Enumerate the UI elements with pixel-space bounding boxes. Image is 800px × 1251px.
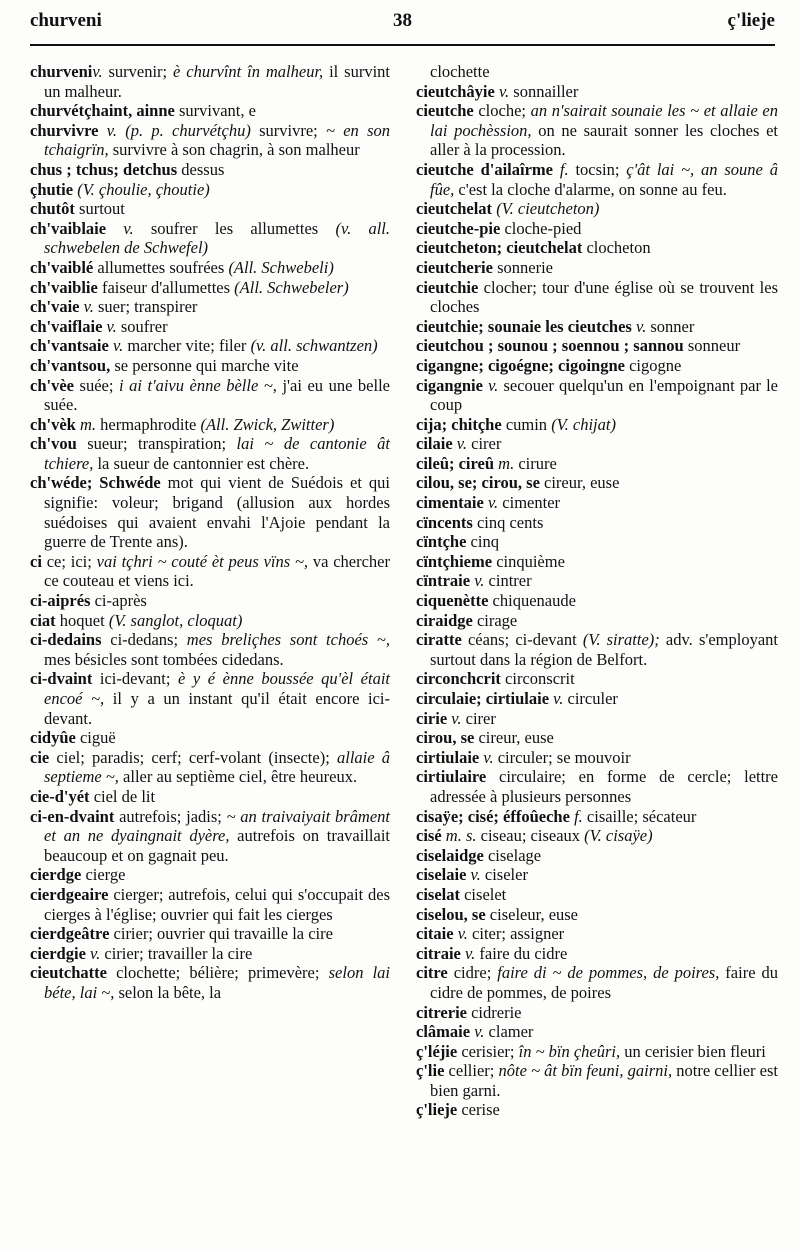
grammar-note: m. — [494, 453, 515, 473]
definition: suée; — [73, 375, 119, 395]
headword: cierdgie — [30, 943, 86, 963]
dictionary-entry — [30, 180, 390, 200]
dictionary-entry — [416, 1003, 778, 1023]
definition: sonnailler — [509, 81, 579, 101]
example-text: ç'ât lai ~, an soune â fûe, — [430, 159, 778, 199]
headword: ciselaidge — [416, 845, 484, 865]
definition: cidrerie — [466, 1002, 522, 1022]
dictionary-entry — [30, 865, 390, 885]
headword: cieutche-pie — [416, 218, 501, 238]
headword: citre — [416, 963, 448, 983]
definition: cidre; — [447, 963, 498, 983]
headword: churveni — [30, 62, 93, 81]
definition: ciel de lit — [89, 786, 156, 806]
dictionary-entry — [30, 199, 390, 219]
definition: cirure — [514, 453, 557, 473]
definition: cierger; autrefois, celui qui s'occupait des cierges à l'église; ouvrier qui fait les cierges — [44, 884, 390, 924]
headword: ciquenètte — [416, 591, 489, 611]
dictionary-entry — [416, 219, 778, 239]
dictionary-entry — [416, 944, 778, 964]
dictionary-entry — [416, 807, 778, 827]
definition: ciseler — [480, 865, 528, 885]
dictionary-entry — [416, 493, 778, 513]
example-text: faire di ~ de pommes, de poires, — [497, 963, 720, 983]
headword: ch'vou — [30, 434, 77, 454]
definition: sonner — [646, 316, 695, 336]
headword: cieutchie — [416, 277, 479, 297]
headword: cilou, se; cirou, se — [416, 473, 540, 493]
dictionary-entry — [30, 434, 390, 473]
grammar-note: v. — [85, 943, 101, 963]
headword: cie-d'yét — [30, 786, 90, 806]
example-text: vai tçhri ~ couté èt peus vïns ~, — [96, 551, 309, 571]
dictionary-entry — [416, 82, 778, 102]
dictionary-entry — [30, 669, 390, 728]
definition: ciseau; ciseaux — [476, 826, 585, 846]
translation: selon la bête, la — [114, 982, 222, 1002]
definition: ci-après — [90, 591, 147, 611]
dictionary-entry — [416, 160, 778, 199]
grammar-note: v. — [466, 865, 481, 885]
dictionary-entry — [416, 336, 778, 356]
definition: soufrer — [116, 316, 168, 336]
definition: sonnerie — [492, 257, 553, 277]
dictionary-entry — [416, 356, 778, 376]
dictionary-entry — [416, 552, 778, 572]
definition: clocheton — [582, 238, 651, 258]
headword: ch'vaiblaie — [30, 218, 107, 238]
headword: ch'vantsou, — [30, 355, 111, 375]
grammar-note: v. — [106, 218, 134, 238]
headword: cija; chitçhe — [416, 414, 502, 434]
translation: j'ai eu une belle suée. — [44, 375, 390, 415]
headword: citrerie — [416, 1002, 467, 1022]
translation: faire du cidre de pommes, de poires — [430, 963, 778, 1002]
definition: cireur, euse — [539, 473, 620, 493]
headword: citraie — [416, 943, 461, 963]
dictionary-entry — [416, 591, 778, 611]
dictionary-entry — [30, 160, 390, 180]
example-text: (V. cisaÿe) — [584, 826, 653, 846]
grammar-note: v. — [108, 336, 124, 356]
headword: ciselou, se — [416, 904, 486, 924]
dictionary-entry — [30, 924, 390, 944]
headword: cirtiulaire — [416, 767, 487, 787]
grammar-note: m. s. — [441, 826, 477, 846]
headword: cileû; cireû — [416, 453, 495, 473]
dictionary-entry — [30, 376, 390, 415]
headword: cisé — [416, 826, 442, 846]
headword: cïntçhieme — [416, 551, 493, 571]
example-text: è churvînt în malheur, — [173, 62, 324, 81]
example-text: i ai t'aivu ènne bèlle ~, — [118, 375, 277, 395]
headword: churvivre — [30, 120, 99, 140]
dictionary-entry — [30, 963, 390, 1002]
translation: c'est la cloche d'alarme, on sonne au feu. — [454, 179, 727, 199]
definition: cloche; — [473, 101, 531, 121]
definition: circulaire; en forme de cercle; lettre adressée à plusieurs personnes — [430, 767, 778, 806]
grammar-note: f. — [569, 806, 583, 826]
dictionary-entry — [416, 924, 778, 944]
header-rule — [30, 44, 775, 46]
headword: cieutchatte — [30, 963, 107, 983]
headword: ciselaie — [416, 865, 467, 885]
grammar-note: v. — [494, 81, 510, 101]
definition: cirier; ouvrier qui travaille la cire — [109, 924, 333, 944]
headword: ciat — [30, 610, 56, 630]
dictionary-entry — [30, 748, 390, 787]
dictionary-entry — [30, 297, 390, 317]
dictionary-entry — [416, 278, 778, 317]
definition: cirer — [467, 434, 502, 454]
headword: cisaÿe; cisé; éffoûeche — [416, 806, 570, 826]
definition: cintrer — [484, 571, 532, 591]
dictionary-entry — [416, 709, 778, 729]
definition: sonneur — [683, 336, 741, 356]
dictionary-entry — [416, 767, 778, 806]
dictionary-entry — [416, 905, 778, 925]
definition: ciselet — [459, 884, 507, 904]
example-text: ~ an traivaiyait brâment et an ne dyaingnait dyère, — [44, 806, 390, 846]
definition: cimenter — [498, 493, 561, 513]
translation: notre cellier est bien garni. — [430, 1061, 778, 1100]
headword: ch'vèk — [30, 414, 76, 434]
definition: ce; ici; — [41, 551, 97, 571]
headword: cieutche d'ailaîrme — [416, 159, 553, 179]
dictionary-entry — [416, 885, 778, 905]
definition: secouer quelqu'un en l'empoignant par le coup — [430, 375, 778, 415]
headword: ci-dedains — [30, 630, 102, 650]
definition: cierge — [81, 865, 126, 885]
headword: ch'vaiblie — [30, 277, 98, 297]
headword: ciselat — [416, 884, 460, 904]
dictionary-entry — [416, 826, 778, 846]
dictionary-entry — [30, 944, 390, 964]
headword: cieutcherie — [416, 257, 493, 277]
definition: survivre; — [250, 120, 327, 140]
dictionary-entry — [416, 532, 778, 552]
left-column — [30, 62, 390, 1003]
translation: adv. s'employant surtout dans la région de Belfort. — [430, 630, 778, 669]
definition: chiquenaude — [488, 591, 576, 611]
dictionary-entry — [416, 571, 778, 591]
headword: cieutchâyie — [416, 81, 495, 101]
grammar-note: v. — [452, 434, 468, 454]
headword: ci-en-dvaint — [30, 806, 115, 826]
headword: ch'vèe — [30, 375, 74, 395]
dictionary-entry — [416, 865, 778, 885]
headword: ç'lie — [416, 1061, 445, 1081]
dictionary-entry — [30, 885, 390, 924]
headword: ç'lieje — [416, 1100, 458, 1120]
definition: survivant, e — [174, 101, 256, 121]
dictionary-entry — [30, 473, 390, 551]
definition: clochette; bélière; primevère; — [106, 963, 329, 983]
translation: un cerisier bien fleuri — [620, 1041, 766, 1061]
translation: la sueur de cantonnier est chère. — [93, 453, 310, 473]
dictionary-entry — [416, 630, 778, 669]
example-text: (All. Schwebeli) — [228, 257, 334, 277]
dictionary-entry — [30, 101, 390, 121]
page-number: 38 — [393, 10, 412, 31]
example-text: (All. Schwebeler) — [234, 277, 349, 297]
definition: allumettes soufrées — [93, 257, 229, 277]
headword: churvétçhaint, ainne — [30, 101, 175, 121]
dictionary-entry — [30, 591, 390, 611]
dictionary-entry — [416, 415, 778, 435]
grammar-note: v. (p. p. churvétçhu) — [98, 120, 251, 140]
grammar-note: v. — [447, 708, 462, 728]
dictionary-entry — [416, 238, 778, 258]
definition: sueur; transpiration; — [76, 434, 237, 454]
headword: ciraidge — [416, 610, 473, 630]
headword: cieutche — [416, 101, 474, 121]
example-text: an n'sairait sounaie les ~ et allaie en lai pochèssion, — [430, 101, 779, 140]
grammar-note: (V. çhoulie, çhoutie) — [73, 179, 210, 199]
definition: ciselage — [483, 845, 542, 865]
headword: chus ; tchus; detchus — [30, 159, 178, 179]
translation: va chercher ce couteau et viens ici. — [44, 551, 390, 591]
headword: ciratte — [416, 630, 462, 650]
headword: cigangnie — [416, 375, 483, 395]
headword: ch'vantsaie — [30, 336, 109, 356]
headword: cieutchelat — [416, 199, 493, 219]
definition: ciseleur, euse — [485, 904, 579, 924]
headword: circulaie; cirtiulaie — [416, 689, 550, 708]
dictionary-entry — [416, 454, 778, 474]
header-first-entry: churveni — [30, 10, 102, 31]
dictionary-entry — [416, 611, 778, 631]
example-text: (All. Zwick, Zwitter) — [200, 414, 335, 434]
definition: cloche-pied — [500, 218, 582, 238]
example-text: lai ~ de cantonie ât tchiere, — [44, 434, 390, 473]
grammar-note: v. — [470, 571, 485, 591]
dictionary-entry — [30, 807, 390, 866]
dictionary-entry — [30, 611, 390, 631]
dictionary-entry — [416, 669, 778, 689]
headword: cigangne; cigoégne; cigoingne — [416, 355, 625, 375]
headword: ci-aiprés — [30, 591, 91, 611]
dictionary-entry — [416, 728, 778, 748]
definition: cirier; travailler la cire — [100, 943, 253, 963]
headword: cirou, se — [416, 728, 475, 748]
definition: se personne qui marche vite — [110, 355, 299, 375]
grammar-note: v. — [102, 316, 117, 336]
headword: cie — [30, 747, 50, 767]
headword: çhutie — [30, 179, 74, 199]
headword: citaie — [416, 924, 454, 944]
example-text: (V. cieutcheton) — [492, 199, 600, 219]
definition: suer; transpirer — [93, 297, 198, 317]
definition: ciel; paradis; cerf; cerf-volant (insecte); — [49, 747, 337, 767]
example-text: è y é ènne boussée qu'èl était encoé ~, — [44, 669, 390, 708]
definition: soufrer les allumettes — [133, 218, 336, 238]
headword: ch'vaiblé — [30, 257, 94, 277]
dictionary-entry — [416, 1022, 778, 1042]
definition: clamer — [484, 1022, 534, 1042]
example-text: (V. sanglot, cloquat) — [108, 610, 243, 630]
definition: cinq — [466, 532, 499, 552]
example-text: mes breliçhes sont tchoés ~, — [186, 630, 390, 650]
dictionary-entry — [30, 630, 390, 669]
grammar-note: v. — [460, 943, 476, 963]
definition: céans; ci-devant — [461, 630, 583, 650]
headword: cïntraie — [416, 571, 471, 591]
dictionary-entry — [416, 101, 778, 160]
definition: cigogne — [624, 355, 682, 375]
definition: faiseur d'allumettes — [97, 277, 235, 297]
dictionary-entry — [416, 963, 778, 1002]
grammar-note: v. — [79, 297, 94, 317]
example-text: (v. all. schwantzen) — [250, 336, 378, 356]
dictionary-entry — [30, 62, 390, 101]
definition: autrefois; jadis; — [114, 806, 227, 826]
grammar-note: v. — [453, 924, 468, 944]
definition: surtout — [74, 199, 125, 219]
definition: circonscrit — [500, 669, 575, 689]
headword: cirtiulaie — [416, 747, 480, 767]
definition: citer; assigner — [467, 924, 565, 944]
dictionary-entry — [416, 1042, 778, 1062]
definition: cisaille; sécateur — [582, 806, 697, 826]
definition: marcher vite; filer — [123, 336, 251, 356]
grammar-note: m. — [75, 414, 97, 434]
dictionary-entry — [416, 846, 778, 866]
dictionary-entry — [30, 336, 390, 356]
headword: ch'vaie — [30, 297, 80, 317]
dictionary-entry — [30, 728, 390, 748]
definition: ci-dedans; — [101, 630, 187, 650]
definition: faire du cidre — [475, 943, 568, 963]
grammar-note: v. — [631, 316, 647, 336]
definition: dessus — [177, 159, 225, 179]
definition: cirer — [461, 708, 496, 728]
definition: cirage — [472, 610, 518, 630]
translation: on ne saurait sonner les cloches et aller à la procession. — [430, 120, 778, 160]
dictionary-entry — [30, 258, 390, 278]
entry-continuation: clochette — [430, 62, 490, 81]
dictionary-entry — [30, 415, 390, 435]
dictionary-entry — [416, 689, 778, 709]
dictionary-entry — [30, 317, 390, 337]
headword: ci-dvaint — [30, 669, 93, 689]
definition: ciguë — [75, 728, 116, 748]
translation: survivre à son chagrin, à son malheur — [108, 140, 360, 160]
example-text: allaie â septieme ~, — [44, 747, 391, 787]
translation: aller au septième ciel, être heureux. — [118, 767, 358, 787]
example-text: ~ en son tchaigrïn, — [44, 120, 391, 160]
definition: tocsin; — [568, 159, 627, 179]
headword: cierdge — [30, 865, 82, 885]
definition: cinquième — [492, 551, 565, 571]
headword: clâmaie — [416, 1022, 471, 1042]
headword: ch'wéde; Schwéde — [30, 473, 161, 493]
definition: mot qui vient de Suédois et qui signifie: voleur; brigand (allusion aux hordes suédoises qui avaient envahi l'Ajoie pendant la guerre de Trente ans). — [44, 473, 390, 552]
dictionary-entry — [30, 278, 390, 298]
definition: hermaphrodite — [96, 414, 201, 434]
definition: cerise — [457, 1100, 500, 1120]
example-text: nôte ~ ât bïn feuni, gairni, — [498, 1061, 673, 1081]
grammar-note: f. — [553, 159, 569, 179]
headword: cieutchou ; sounou ; soennou ; sannou — [416, 336, 684, 356]
grammar-note: v. — [549, 689, 564, 708]
definition: cireur, euse — [474, 728, 554, 748]
dictionary-entry — [416, 1061, 778, 1100]
translation: autrefois on travaillait beaucoup et on gagnait peu. — [44, 826, 390, 865]
example-text: în ~ bïn çheûri, — [518, 1041, 621, 1061]
grammar-note: v. — [470, 1022, 485, 1042]
definition: survenir; — [102, 62, 174, 81]
headword: circonchcrit — [416, 669, 501, 689]
dictionary-entry — [416, 258, 778, 278]
dictionary-entry — [416, 473, 778, 493]
translation: mes bésicles sont tombées cidedans. — [44, 649, 284, 669]
dictionary-entry — [30, 356, 390, 376]
headword: cierdgeaire — [30, 884, 109, 904]
definition: circuler — [563, 689, 618, 708]
dictionary-entry — [416, 434, 778, 454]
headword: ç'léjie — [416, 1041, 458, 1061]
grammar-note: v. — [92, 62, 103, 81]
grammar-note: v. — [479, 747, 494, 767]
definition: clocher; tour d'une église où se trouvent les cloches — [430, 277, 778, 317]
definition: cellier; — [444, 1061, 499, 1081]
definition: cinq cents — [472, 512, 544, 532]
headword: cirie — [416, 708, 448, 728]
grammar-note: v. — [483, 493, 499, 513]
example-text: (v. all. schwebelen de Schwefel) — [44, 218, 391, 258]
headword: cierdgeâtre — [30, 924, 110, 944]
dictionary-entry — [30, 219, 390, 258]
dictionary-entry — [416, 199, 778, 219]
headword: chutôt — [30, 199, 75, 219]
definition: circuler; se mouvoir — [493, 747, 631, 767]
example-text: selon lai béte, lai ~, — [44, 963, 391, 1002]
translation: il y a un instant qu'il était encore ici-devant. — [44, 689, 390, 728]
dictionary-entry — [416, 317, 778, 337]
dictionary-entry — [416, 748, 778, 768]
definition: cumin — [501, 414, 552, 434]
dictionary-entry — [30, 552, 390, 591]
dictionary-entry — [416, 376, 778, 415]
headword: cidyûe — [30, 728, 76, 748]
dictionary-entry — [30, 787, 390, 807]
headword: ch'vaiflaie — [30, 316, 103, 336]
headword: cimentaie — [416, 493, 484, 513]
headword: cïncents — [416, 512, 473, 532]
example-text: (V. chijat) — [551, 414, 616, 434]
header-last-entry: ç'lieje — [727, 10, 775, 31]
headword: cilaie — [416, 434, 453, 454]
definition: cerisier; — [457, 1041, 519, 1061]
headword: ci — [30, 551, 42, 571]
right-column — [416, 62, 778, 1120]
dictionary-entry — [30, 121, 390, 160]
headword: cieutchie; sounaie les cieutches — [416, 316, 632, 336]
headword: cieutcheton; cieutchelat — [416, 238, 583, 258]
running-header — [30, 10, 775, 36]
translation: il survint un malheur. — [44, 62, 390, 101]
dictionary-entry — [416, 513, 778, 533]
dictionary-entry — [416, 1100, 778, 1120]
definition: ici-devant; — [92, 669, 179, 689]
grammar-note: v. — [482, 375, 499, 395]
definition: hoquet — [55, 610, 109, 630]
example-text: (V. siratte); — [582, 630, 660, 650]
headword: cïntçhe — [416, 532, 467, 552]
